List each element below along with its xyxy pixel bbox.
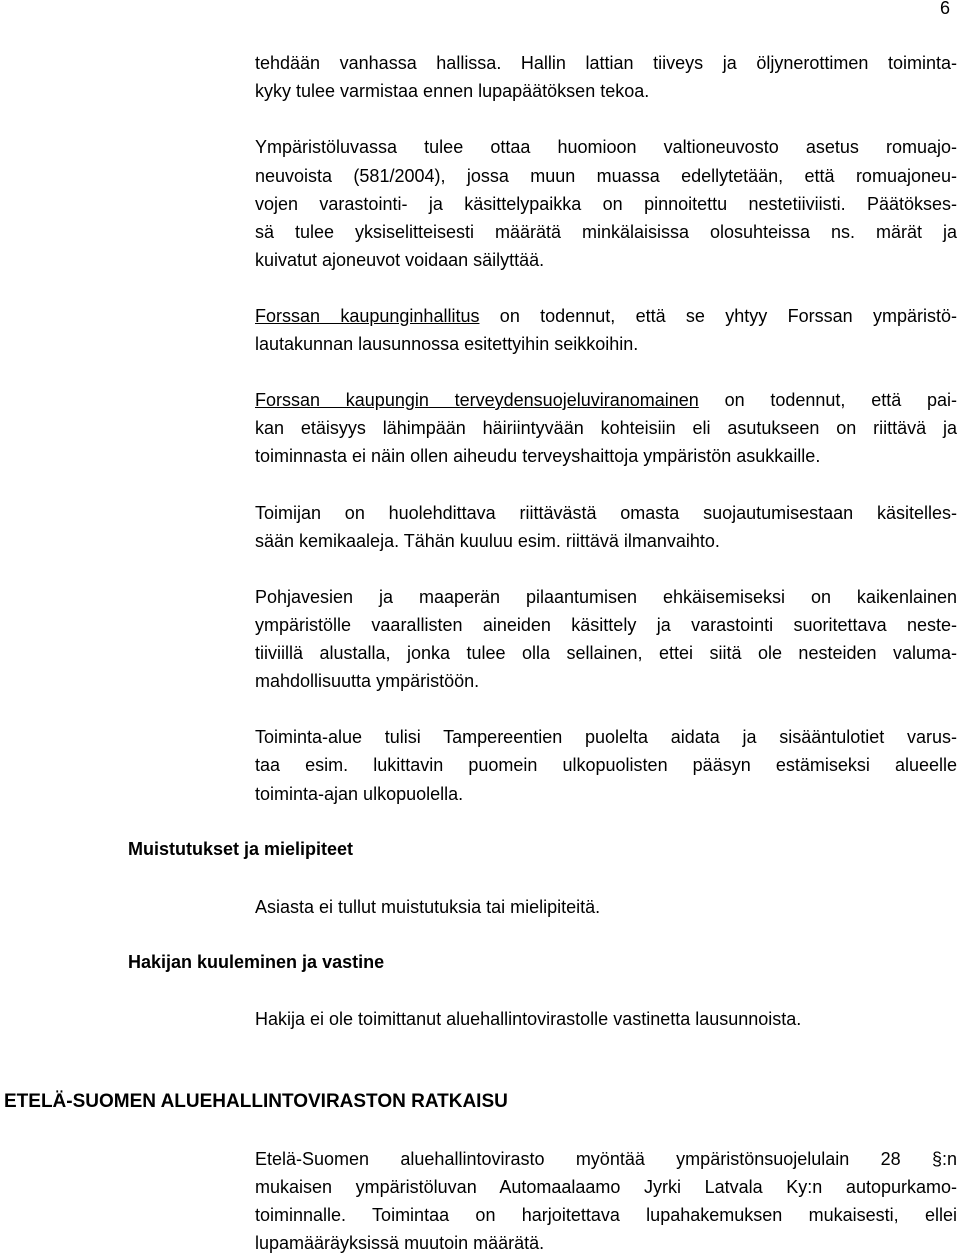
page-number: 6: [939, 0, 950, 18]
paragraph-line: kyky tulee varmistaa ennen lupapäätöksen tekoa.: [255, 81, 650, 101]
paragraph-line: tiiviillä alustalla, jonka tulee olla sellainen, ettei siitä ole nesteiden valuma-: [255, 643, 957, 663]
paragraph-line: Hakija ei ole toimittanut aluehallintovirastolle vastinetta lausunnoista.: [255, 1009, 802, 1029]
section-heading-ratkaisu: ETELÄ-SUOMEN ALUEHALLINTOVIRASTON RATKAISU: [4, 1091, 508, 1112]
paragraph-text: on todennut, että pai-: [698, 390, 958, 410]
paragraph-line: Toimijan on huolehdittava riittävästä omasta suojautumisestaan käsitelles-: [255, 503, 957, 523]
section-heading-muistutukset: Muistutukset ja mielipiteet: [128, 839, 354, 859]
paragraph-line: toiminnasta ei näin ollen aiheudu terveyshaittoja ympäristön asukkaille.: [255, 446, 821, 466]
paragraph-line: Asiasta ei tullut muistutuksia tai mielipiteitä.: [255, 897, 601, 917]
paragraph-line: kan etäisyys lähimpään häiriintyvään kohteisiin eli asutukseen on riittävä ja: [255, 418, 957, 438]
paragraph-text: on todennut, että se yhtyy Forssan ympäristö-: [479, 306, 957, 326]
paragraph-line: tehdään vanhassa hallissa. Hallin lattian tiiveys ja öljynerottimen toiminta-: [255, 53, 957, 73]
paragraph-line: Ympäristöluvassa tulee ottaa huomioon valtioneuvosto asetus romuajo-: [255, 137, 957, 157]
paragraph-line: Etelä-Suomen aluehallintovirasto myöntää ympäristönsuojelulain 28 §:n: [255, 1149, 957, 1169]
paragraph-line: [255, 389, 957, 411]
paragraph-line: Pohjavesien ja maaperän pilaantumisen ehkäisemiseksi on kaikenlainen: [255, 587, 957, 607]
paragraph-line: ympäristölle vaarallisten aineiden käsittely ja varastointi suoritettava neste-: [255, 615, 957, 635]
referenced-authority: Forssan kaupunginhallitus: [255, 306, 480, 326]
paragraph-line: taa esim. lukittavin puomein ulkopuolisten pääsyn estämiseksi alueelle: [255, 755, 957, 775]
paragraph-line: neuvoista (581/2004), jossa muun muassa edellytetään, että romuajoneu-: [255, 166, 957, 186]
paragraph-line: sään kemikaaleja. Tähän kuuluu esim. riittävä ilmanvaihto.: [255, 531, 720, 551]
paragraph-line: sä tulee yksiselitteisesti määrätä minkälaisissa olosuhteissa ns. märät ja: [255, 222, 957, 242]
paragraph-line: kuivatut ajoneuvot voidaan säilyttää.: [255, 250, 545, 270]
section-heading-kuuleminen: Hakijan kuuleminen ja vastine: [128, 952, 385, 972]
paragraph-line: mahdollisuutta ympäristöön.: [255, 671, 480, 691]
paragraph-line: lupamääräyksissä muutoin määrätä.: [255, 1233, 545, 1253]
paragraph-line: Toiminta-alue tulisi Tampereentien puolelta aidata ja sisääntulotiet varus-: [255, 727, 957, 747]
paragraph-line: toiminnalle. Toimintaa on harjoitettava lupahakemuksen mukaisesti, ellei: [255, 1205, 957, 1225]
paragraph-line: toiminta-ajan ulkopuolella.: [255, 784, 464, 804]
paragraph-line: mukaisen ympäristöluvan Automaalaamo Jyrki Latvala Ky:n autopurkamo-: [255, 1177, 957, 1197]
referenced-authority: Forssan kaupungin terveydensuojeluviranomainen: [255, 390, 699, 410]
paragraph-line: lautakunnan lausunnossa esitettyihin seikkoihin.: [255, 334, 639, 354]
paragraph-line: [255, 305, 957, 327]
paragraph-line: vojen varastointi- ja käsittelypaikka on pinnoitettu nestetiiviisti. Päätökses-: [255, 194, 957, 214]
